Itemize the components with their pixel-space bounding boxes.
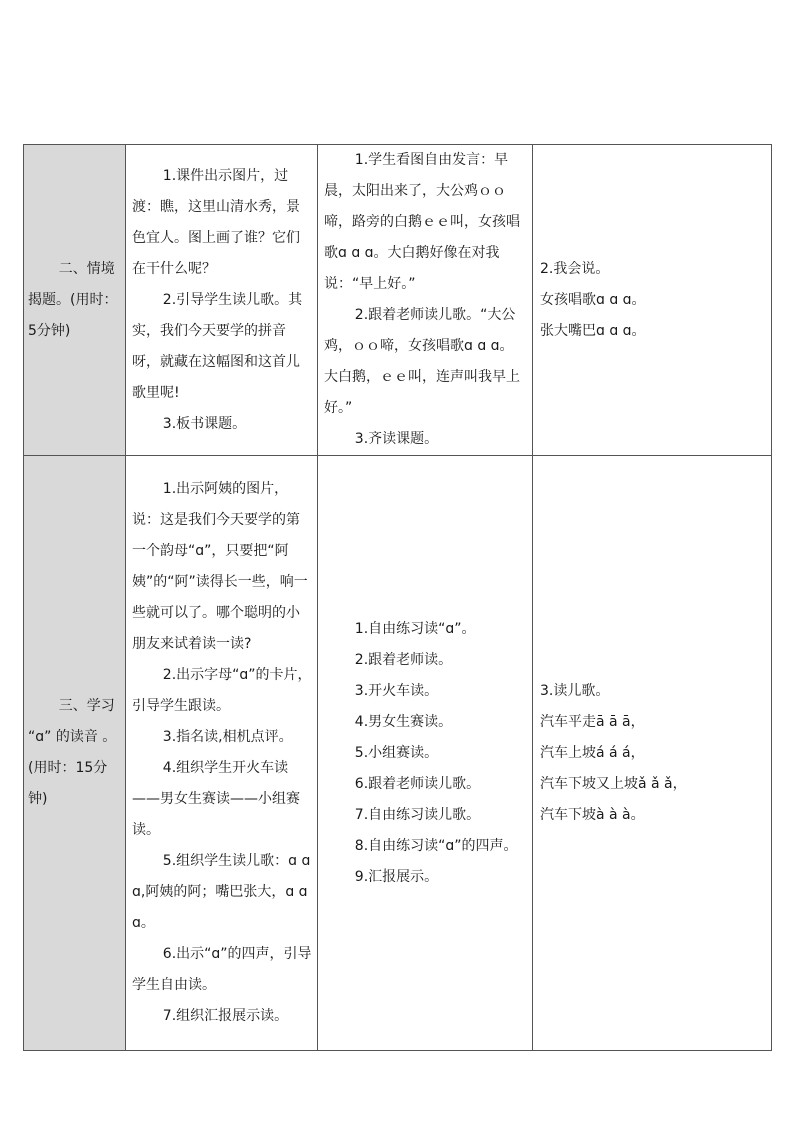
practice-line: 女孩唱歌ɑ ɑ ɑ。	[540, 291, 646, 308]
student-step: 3.齐读课题。	[354, 431, 439, 447]
teacher-step: 5.组织学生读儿歌：ɑ ɑɑ,阿姨的阿；嘴巴张大，ɑ ɑɑ。	[132, 853, 311, 931]
student-step: 9.汇报展示。	[354, 868, 439, 885]
student-step: 6.跟着老师读儿歌。	[354, 775, 481, 792]
lesson-plan-table	[23, 144, 772, 1051]
student-step: 4.男女生赛读。	[354, 713, 453, 730]
student-activity-cell	[318, 456, 533, 1051]
practice-line: 张大嘴巴ɑ ɑ ɑ。	[540, 322, 646, 339]
teacher-activity-cell	[126, 456, 318, 1051]
practice-cell	[533, 456, 772, 1051]
student-step: 1.自由练习读“ɑ”。	[354, 620, 476, 637]
student-step: 2.跟着老师读。	[354, 651, 453, 668]
student-step: 3.开火车读。	[354, 682, 439, 699]
teacher-step: 3.板书课题。	[162, 415, 247, 432]
student-step: 1.学生看图自由发言：早晨，太阳出来了，大公鸡ｏｏ啼，路旁的白鹅ｅｅ叫，女孩唱歌ɑ ɑ ɑ。大白鹅好像在对我说：“早上好。”	[324, 152, 520, 292]
practice-line: 3.读儿歌。	[540, 682, 610, 699]
teacher-step: 1.课件出示图片，过渡：瞧，这里山清水秀，景色宜人。图上画了谁？它们在干什么呢？	[132, 167, 300, 277]
teacher-step: 3.指名读,相机点评。	[162, 729, 293, 745]
teacher-step: 7.组织汇报展示读。	[162, 1008, 289, 1024]
stage-label: 二、情境揭题。(用时：5分钟)	[28, 260, 118, 339]
stage-cell	[24, 456, 126, 1051]
student-step: 7.自由练习读儿歌。	[354, 806, 481, 823]
table-row	[24, 145, 772, 456]
stage-label: 三、学习 “ɑ” 的读音 。(用时：15分钟)	[28, 698, 117, 807]
practice-line: 汽车平走ā ā ā，	[540, 713, 645, 730]
practice-line: 汽车下坡à à à。	[540, 806, 645, 823]
teacher-activity-cell	[126, 145, 318, 456]
table-row	[24, 456, 772, 1051]
student-step: 5.小组赛读。	[354, 744, 439, 761]
student-activity-cell	[318, 145, 533, 456]
practice-line: 2.我会说。	[540, 260, 610, 277]
practice-cell	[533, 145, 772, 456]
teacher-step: 4.组织学生开火车读——男女生赛读——小组赛读。	[132, 760, 300, 838]
student-step: 8.自由练习读“ɑ”的四声。	[354, 837, 518, 854]
teacher-step: 1.出示阿姨的图片，说：这是我们今天要学的第一个韵母“ɑ”，只要把“阿姨”的“阿”读得长一些，响一些就可以了。哪个聪明的小朋友来试着读一读?	[132, 481, 308, 652]
practice-line: 汽车上坡á á á，	[540, 744, 645, 761]
practice-line: 汽车下坡又上坡ǎ ǎ ǎ，	[540, 775, 687, 792]
student-step: 2.跟着老师读儿歌。“大公鸡，ｏｏ啼，女孩唱歌ɑ ɑ ɑ。大白鹅，ｅｅ叫，连声叫我早上好。”	[324, 307, 520, 416]
stage-cell	[24, 145, 126, 456]
teacher-step: 2.引导学生读儿歌。其实，我们今天要学的拼音呀，就藏在这幅图和这首儿歌里呢!	[132, 291, 303, 401]
teacher-step: 6.出示“ɑ”的四声，引导学生自由读。	[132, 946, 312, 993]
teacher-step: 2.出示字母“ɑ”的卡片，引导学生跟读。	[132, 667, 312, 714]
